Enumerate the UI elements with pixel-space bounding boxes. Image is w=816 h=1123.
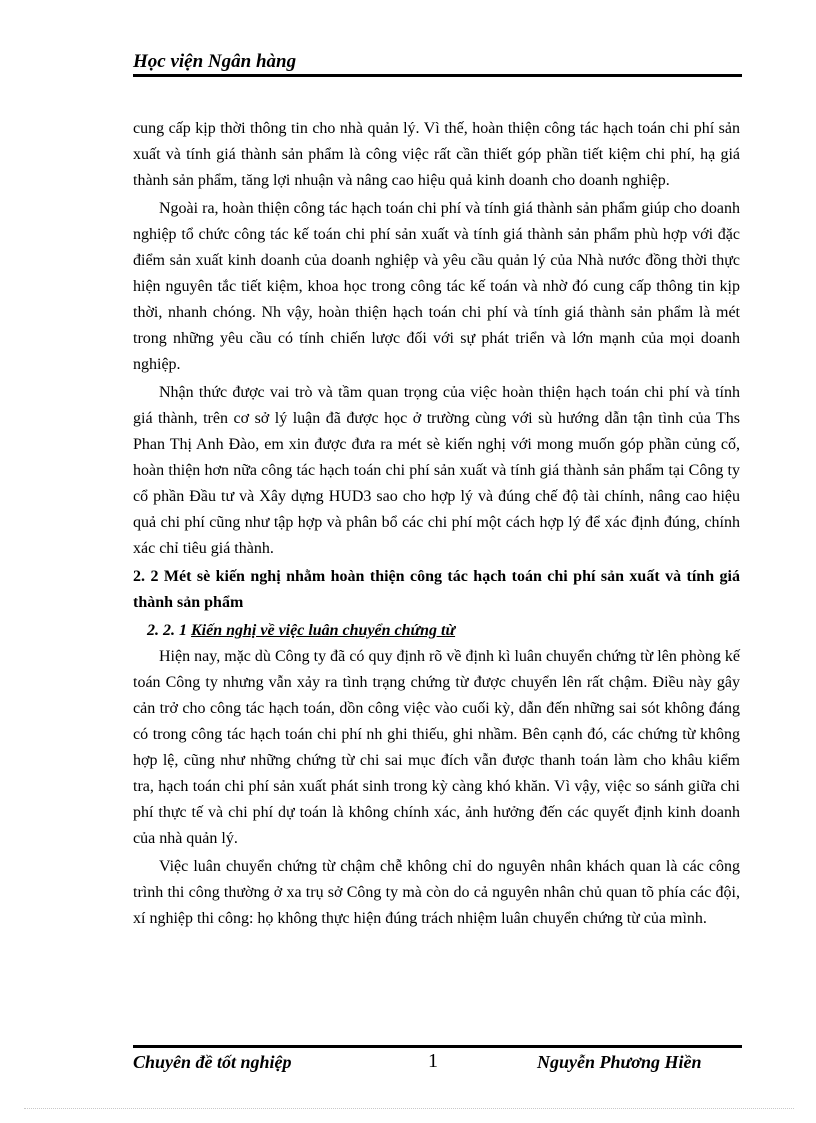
document-body	[133, 116, 740, 934]
header-rule	[133, 74, 742, 77]
section-heading: 2. 2 Mét sè kiến nghị nhằm hoàn thiện công tác hạch toán chi phí sản xuất và tính giá thành sản phẩm	[133, 568, 740, 611]
paragraph-2: Ngoài ra, hoàn thiện công tác hạch toán chi phí và tính giá thành sản phẩm giúp cho doanh nghiệp tổ chức công tác kế toán chi phí sản xuất và tính giá thành sản phẩm phù hợp với đặc điểm sản xuất kinh doanh của doanh nghiệp và yêu cầu quản lý của Nhà nước đồng thời thực hiện nguyên tắc tiết kiệm, khoa học trong công tác kế toán và nhờ đó cung cấp thông tin kịp thời, nhanh chóng. Nh vậy, hoàn thiện hạch toán chi phí và tính giá thành sản phẩm là mét trong những yêu cầu có tính chiến lược đối với sự phát triển và lớn mạnh của mọi doanh nghiệp.	[133, 200, 740, 373]
header-title: Học viện Ngân hàng	[133, 51, 297, 72]
subsection-heading	[147, 618, 740, 644]
footer-document-type: Chuyên đề tốt nghiệp	[133, 1052, 292, 1072]
footer-rule	[133, 1045, 742, 1048]
subsection-number: 2. 2. 1	[147, 622, 187, 639]
page-number: 1	[428, 1050, 438, 1072]
paragraph-3: Nhận thức được vai trò và tầm quan trọng của việc hoàn thiện hạch toán chi phí và tính giá thành, trên cơ sở lý luận đã được học ở trường cùng với sù hướng dẫn tận tình của Ths Phan Thị Anh Đào, em xin được đưa ra mét sè kiến nghị với mong muốn góp phần củng cố, hoàn thiện hơn nữa công tác hạch toán chi phí sản xuất và tính giá thành sản phẩm tại Công ty cổ phần Đầu tư và Xây dựng HUD3 sao cho hợp lý và đúng chế độ tài chính, nâng cao hiệu quả chi phí cũng như tập hợp và phân bổ các chi phí một cách hợp lý để xác định đúng, chính xác chỉ tiêu giá thành.	[133, 384, 740, 557]
subsection-title: Kiến nghị về việc luân chuyển chứng từ	[191, 622, 456, 639]
paragraph-1: cung cấp kịp thời thông tin cho nhà quản lý. Vì thế, hoàn thiện công tác hạch toán chi phí sản xuất và tính giá thành sản phẩm là công việc rất cần thiết góp phần tiết kiệm chi phí, hạ giá thành sản phẩm, tăng lợi nhuận và nâng cao hiệu quả kinh doanh cho doanh nghiệp.	[133, 120, 740, 189]
page-edge-divider	[24, 1108, 794, 1109]
paragraph-4: Hiện nay, mặc dù Công ty đã có quy định rõ về định kì luân chuyển chứng từ lên phòng kế toán Công ty nhưng vẫn xảy ra tình trạng chứng từ được chuyển lên rất chậm. Điều này gây cản trở cho công tác hạch toán, dồn công việc vào cuối kỳ, dẫn đến những sai sót không đáng có trong công tác hạch toán chi phí nh ghi thiếu, ghi nhầm. Bên cạnh đó, các chứng từ không hợp lệ, cũng như những chứng từ chi sai mục đích vẫn được thanh toán làm cho khâu kiểm tra, hạch toán chi phí sản xuất phát sinh trong kỳ càng khó khăn. Vì vậy, việc so sánh giữa chi phí thực tế và chi phí dự toán là không chính xác, ảnh hưởng đến các quyết định kinh doanh của nhà quản lý.	[133, 648, 740, 847]
footer-author: Nguyễn Phương Hiền	[537, 1052, 702, 1072]
paragraph-5: Việc luân chuyển chứng từ chậm chễ không chỉ do nguyên nhân khách quan là các công trình thi công thường ở xa trụ sở Công ty mà còn do cả nguyên nhân chủ quan tõ phía các đội, xí nghiệp thi công: họ không thực hiện đúng trách nhiệm luân chuyển chứng từ của mình.	[133, 858, 740, 927]
